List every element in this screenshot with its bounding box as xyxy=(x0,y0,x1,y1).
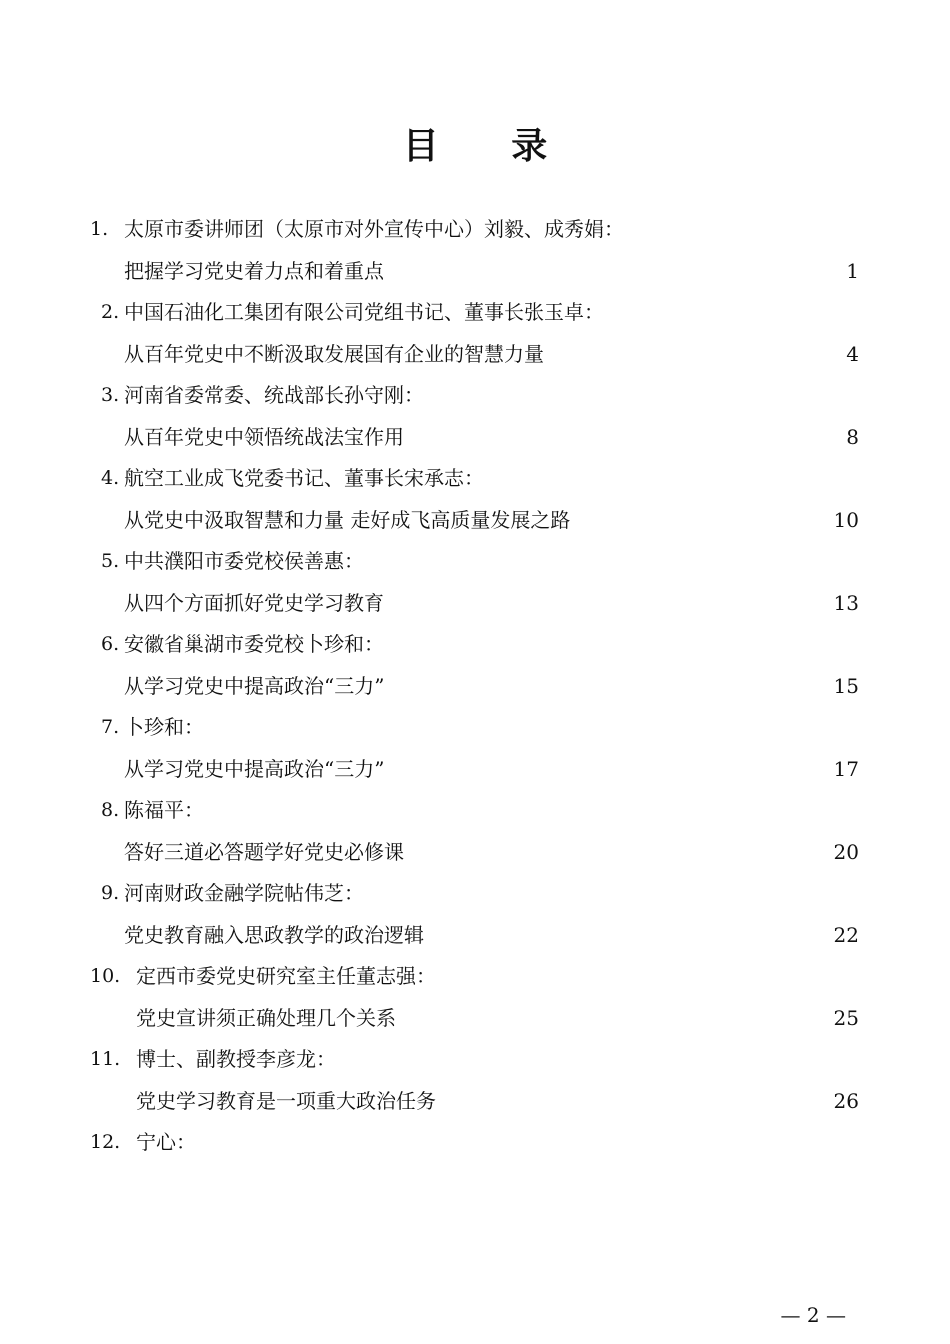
toc-entry xyxy=(0,291,950,374)
toc-entry xyxy=(0,872,950,955)
toc-entry-number: 11. xyxy=(90,1048,121,1070)
toc-entry-author: 太原市委讲师团（太原市对外宣传中心）刘毅、成秀娟： xyxy=(124,217,624,241)
page-number-footer: — 2 — xyxy=(780,1303,846,1327)
toc-entry-page: 13 xyxy=(833,591,859,615)
toc-entry-title: 答好三道必答题学好党史必修课 xyxy=(124,840,404,864)
toc-entry xyxy=(0,374,950,457)
toc-entry-number: 12. xyxy=(90,1131,121,1153)
toc-entry-number: 2. xyxy=(101,301,120,323)
toc-entry-page: 1 xyxy=(846,259,859,283)
toc-entry-title: 从党史中汲取智慧和力量 走好成飞高质量发展之路 xyxy=(124,508,571,532)
toc-entry xyxy=(0,623,950,706)
toc-entry-number: 5. xyxy=(101,550,120,572)
toc-entry xyxy=(0,1038,950,1121)
toc-entry-page: 8 xyxy=(846,425,859,449)
toc-entry xyxy=(0,706,950,789)
toc-entry xyxy=(0,457,950,540)
toc-entry-number: 8. xyxy=(101,799,120,821)
toc-entry-page: 17 xyxy=(833,757,859,781)
toc-entry-author: 河南省委常委、统战部长孙守刚： xyxy=(124,383,424,407)
toc-entry-author: 航空工业成飞党委书记、董事长宋承志： xyxy=(124,466,484,490)
toc-entry-title: 从四个方面抓好党史学习教育 xyxy=(124,591,384,615)
toc-entry-title: 党史学习教育是一项重大政治任务 xyxy=(136,1089,436,1113)
toc-entry-page: 22 xyxy=(833,923,859,947)
toc-entry-author: 宁心： xyxy=(136,1130,196,1154)
toc-entry-number: 6. xyxy=(101,633,120,655)
toc-entry xyxy=(0,540,950,623)
toc-entry-number: 9. xyxy=(101,882,120,904)
toc-entry-number: 1. xyxy=(90,218,109,240)
toc-entry-title: 党史宣讲须正确处理几个关系 xyxy=(136,1006,396,1030)
toc-entry xyxy=(0,955,950,1038)
toc-entry-author: 中国石油化工集团有限公司党组书记、董事长张玉卓： xyxy=(124,300,604,324)
toc-entry-page: 10 xyxy=(833,508,859,532)
toc-entry-author: 中共濮阳市委党校侯善惠： xyxy=(124,549,364,573)
toc-entry-title: 从学习党史中提高政治“三力” xyxy=(124,757,385,781)
toc-entry-author: 陈福平： xyxy=(124,798,204,822)
toc-entry-author: 河南财政金融学院帖伟芝： xyxy=(124,881,364,905)
page-title: 目 录 xyxy=(402,125,578,167)
toc-entry-page: 26 xyxy=(833,1089,859,1113)
toc-entry-title: 党史教育融入思政教学的政治逻辑 xyxy=(124,923,424,947)
toc-entry-author: 安徽省巢湖市委党校卜珍和： xyxy=(124,632,384,656)
toc-entry-number: 3. xyxy=(101,384,120,406)
toc-entry-number: 10. xyxy=(90,965,121,987)
toc-entry-title: 把握学习党史着力点和着重点 xyxy=(124,259,384,283)
toc-entry-author: 卜珍和： xyxy=(124,715,204,739)
toc-entry-page: 4 xyxy=(846,342,859,366)
toc-entry xyxy=(0,789,950,872)
toc-entry xyxy=(0,1121,950,1204)
toc-entry-number: 7. xyxy=(101,716,120,738)
toc-entry-title: 从百年党史中领悟统战法宝作用 xyxy=(124,425,404,449)
toc-entry-title: 从学习党史中提高政治“三力” xyxy=(124,674,385,698)
toc-entry-author: 博士、副教授李彦龙： xyxy=(136,1047,336,1071)
toc-entry-page: 25 xyxy=(833,1006,859,1030)
toc-entry xyxy=(0,208,950,291)
toc-entry-page: 20 xyxy=(833,840,859,864)
table-of-contents xyxy=(0,208,950,1204)
toc-entry-page: 15 xyxy=(833,674,859,698)
toc-entry-author: 定西市委党史研究室主任董志强： xyxy=(136,964,436,988)
toc-entry-title: 从百年党史中不断汲取发展国有企业的智慧力量 xyxy=(124,342,544,366)
toc-entry-number: 4. xyxy=(101,467,120,489)
